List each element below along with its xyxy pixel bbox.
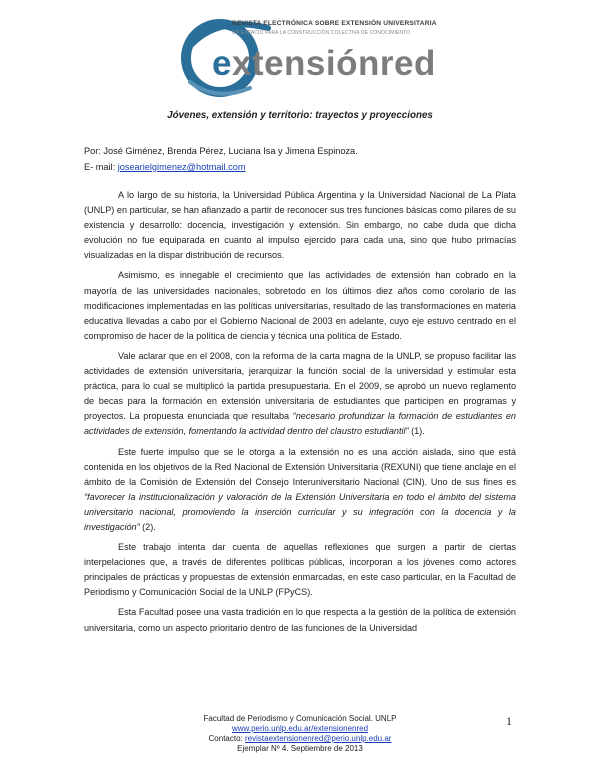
- footer-contact-email-link[interactable]: revistaextensionenred@perio.unlp.edu.ar: [245, 734, 392, 743]
- paragraph-4: [84, 445, 516, 536]
- paragraph-citation: (1).: [408, 426, 425, 437]
- journal-logo: [176, 8, 444, 100]
- footer-contact-label: Contacto:: [208, 734, 243, 743]
- footer-contact: [0, 734, 600, 744]
- logo-tagline-title: REVISTA ELECTRÓNICA SOBRE EXTENSIÓN UNIVERSITARIA: [232, 20, 437, 27]
- logo-wordmark-rest: xtensiónred: [231, 44, 436, 83]
- paragraph-text: Vale aclarar que en el 2008, con la reforma de la carta magna de la UNLP, se propuso facilitar las actividades de extensión universitaria, jerarquizar la función social de la universidad y estimular esta práctica, para lo cual se multiplicó la partida presupuestaria. En el 2009, se aprobó un nuevo reglamento de becas para la formación en extensión universitaria de estudiantes que participen en programas y proyectos. La propuesta enunciada que resultaba: [84, 350, 516, 422]
- page-number: 1: [506, 714, 512, 728]
- paragraph-1: [84, 188, 516, 263]
- paragraph-3: [84, 349, 516, 440]
- article-body: [84, 188, 516, 641]
- paragraph-text: Este fuerte impulso que se le otorga a la extensión no es una acción aislada, sino que está contenida en los objetivos de la Red Nacional de Extensión Universitaria (REXUNI) que tiene anclaje en el ámbito de la Comisión de Extensión del Consejo Interuniversitario Nacional (CIN). Uno de sus fines es: [84, 446, 516, 487]
- email-label: E- mail:: [84, 162, 116, 172]
- paragraph-6: [84, 605, 516, 635]
- paragraph-5: [84, 540, 516, 600]
- article-title: Jóvenes, extensión y territorio: trayectos y proyecciones: [167, 110, 433, 121]
- paragraph-text: Este trabajo intenta dar cuenta de aquellas reflexiones que surgen a partir de ciertas interpelaciones que, a través de diferentes políticas públicas, incorporan a los jóvenes como actores principales de prácticas y propuestas de extensión enmarcadas, en este caso particular, en la Facultad de Periodismo y Comunicación Social de la UNLP (FPyCS).: [84, 542, 516, 598]
- logo-tagline-subtitle: UN ESPACIO PARA LA CONSTRUCCIÓN COLECTIVA DE CONOCIMIENTO: [232, 30, 411, 36]
- paragraph-2: [84, 268, 516, 343]
- paragraph-citation: (2).: [139, 521, 156, 532]
- paragraph-text: Esta Facultad posee una vasta tradición en lo que respecta a la gestión de la política de extensión universitaria, como un aspecto prioritario dentro de las funciones de la Universidad: [84, 607, 516, 633]
- author-email-line: [84, 162, 246, 172]
- logo-wordmark: [212, 44, 436, 84]
- paragraph-text: Asimismo, es innegable el crecimiento que las actividades de extensión han cobrado en la mayoría de las universidades nacionales, sobretodo en los últimos diez años como corolario de las modificaciones implementadas en las políticas universitarias, resultado de las transformaciones en materia educativa llevadas a cabo por el Gobierno Nacional de 2003 en adelante, cuyo eje estuvo centrado en el compromiso de hacer de la política de ciencia y técnica una política de Estado.: [84, 270, 516, 341]
- footer-issue: Ejemplar Nº 4. Septiembre de 2013: [237, 744, 363, 753]
- article-authors: Por: José Giménez, Brenda Pérez, Luciana Isa y Jimena Espinoza.: [84, 146, 358, 156]
- footer-website-link[interactable]: www.perio.unlp.edu.ar/extensionenred: [231, 724, 369, 733]
- paragraph-quote: “necesario profundizar la formación de estudiantes en actividades de extensión, fomentando la actividad dentro del claustro estudiantil”: [84, 411, 516, 437]
- footer-faculty: Facultad de Periodismo y Comunicación Social. UNLP: [203, 714, 397, 723]
- paragraph-quote: “favorecer la institucionalización y valoración de la Extensión Universitaria en todo el ámbito del sistema universitario nacional, promoviendo la inserción curricular y su integración con la docencia y la investigación”: [84, 491, 516, 532]
- logo-wordmark-e: e: [212, 44, 232, 83]
- author-email-link[interactable]: josearielgimenez@hotmail.com: [117, 162, 246, 172]
- paragraph-text: A lo largo de su historia, la Universidad Pública Argentina y la Universidad Nacional de La Plata (UNLP) en particular, se han afianzado a partir de reconocer sus tres funciones básicas como pilares de su existencia y desarrollo: docencia, investigación y extensión. Sin embargo, no cabe duda que dicha evolución no fue equiparada en cuanto al impulso ejercido para cada una, sino que hubo primacías visualizadas en la dispar distribución de recursos.: [84, 190, 516, 261]
